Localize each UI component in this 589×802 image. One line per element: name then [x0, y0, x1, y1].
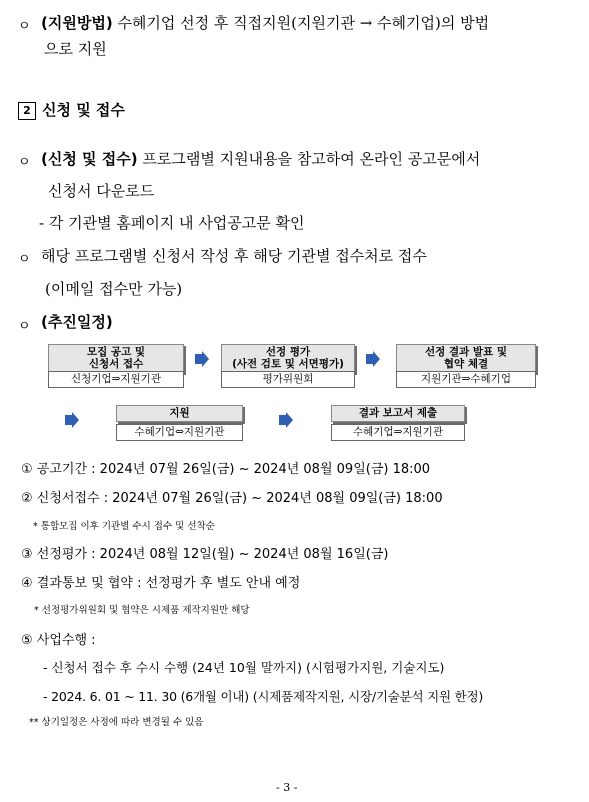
flow-step-4 — [116, 405, 243, 441]
item-number: ② — [21, 491, 33, 506]
arrow-right-icon — [366, 351, 380, 367]
schedule-item-3 — [21, 543, 388, 562]
item-text: 선정평가 : 2024년 08월 12일(월) ~ 2024년 08월 16일(금) — [36, 547, 389, 562]
page-number: - 3 - — [276, 781, 298, 794]
item-number: ① — [21, 462, 33, 477]
bullet-icon: ㅇ — [18, 155, 31, 170]
bullet-icon: ㅇ — [18, 19, 31, 34]
submit-text-2: (이메일 접수만 가능) — [45, 280, 183, 298]
item-text: 공고기간 : 2024년 07월 26일(금) ~ 2024년 08월 09일(금) 18:00 — [36, 462, 431, 477]
flow-step-2 — [221, 344, 355, 388]
section-number-box: 2 — [18, 102, 36, 120]
item-number: ④ — [21, 576, 33, 591]
bullet-icon: ㅇ — [18, 319, 31, 334]
flow-step-4-title: 지원 — [116, 405, 243, 422]
item-number: ⑤ — [21, 633, 33, 648]
apply-paragraph — [41, 148, 480, 169]
flow-step-1 — [48, 344, 184, 388]
flow-step-2-title-line1: 선정 평가 — [265, 346, 311, 358]
item-number: ③ — [21, 547, 33, 562]
flow-step-5-actor: 수혜기업⇒지원기관 — [331, 424, 465, 441]
schedule-item-4 — [21, 572, 300, 591]
item-text: 신청서접수 : 2024년 07월 26일(금) ~ 2024년 08월 09일(금) 18:00 — [36, 491, 443, 506]
schedule-sub-1: - 신청서 접수 후 수시 수행 (24년 10월 말까지) (시험평가지원, 기술지도) — [43, 660, 445, 675]
flow-step-3-title-line1: 선정 결과 발표 및 — [425, 346, 507, 358]
flow-step-2-title — [221, 344, 355, 373]
flow-step-3-actor: 지원기관⇒수혜기업 — [396, 371, 536, 388]
flow-step-1-title — [48, 344, 184, 373]
schedule-item-1 — [21, 458, 430, 477]
schedule-heading: (추진일정) — [41, 313, 113, 331]
apply-text-2: 신청서 다운로드 — [48, 182, 155, 200]
apply-sub: - 각 기관별 홈페이지 내 사업공고문 확인 — [39, 214, 305, 232]
flow-step-4-actor: 수혜기업⇔지원기관 — [116, 424, 243, 441]
schedule-note-1: * 통합모집 이후 기관별 수시 접수 및 선착순 — [33, 521, 215, 532]
item-text: 사업수행 : — [36, 633, 96, 648]
schedule-sub-2: - 2024. 6. 01 ~ 11. 30 (6개월 이내) (시제품제작지원, 시장/기술분석 지원 한정) — [43, 689, 484, 704]
flow-step-2-actor: 평가위원회 — [221, 371, 355, 388]
flow-step-3-title-line2: 협약 체결 — [443, 358, 489, 370]
flow-step-1-title-line2: 신청서 접수 — [88, 358, 144, 370]
section-2-title — [18, 99, 125, 120]
item-text: 결과통보 및 협약 : 선정평가 후 별도 안내 예정 — [36, 576, 301, 591]
arrow-right-icon — [195, 351, 209, 367]
method-text-1: 수혜기업 선정 후 직접지원(지원기관 → 수혜기업)의 방법 — [112, 14, 490, 32]
flow-step-3 — [396, 344, 536, 388]
bullet-icon: ㅇ — [18, 252, 31, 267]
apply-heading: (신청 및 접수) — [41, 150, 138, 168]
flow-step-2-title-line2: (사전 검토 및 서면평가) — [232, 358, 344, 370]
flow-step-1-actor: 신청기업⇒지원기관 — [48, 371, 184, 388]
schedule-item-5 — [21, 629, 96, 648]
flow-step-5-title: 결과 보고서 제출 — [331, 405, 465, 422]
submit-text-1: 해당 프로그램별 신청서 작성 후 해당 기관별 접수처로 접수 — [41, 247, 427, 265]
flow-step-1-title-line1: 모집 공고 및 — [86, 346, 146, 358]
method-paragraph — [41, 12, 489, 33]
arrow-right-icon — [65, 412, 79, 428]
arrow-right-icon — [279, 412, 293, 428]
flow-step-5 — [331, 405, 465, 441]
schedule-note-2: * 선정평가위원회 및 협약은 시제품 제작지원만 해당 — [34, 605, 250, 616]
method-heading: (지원방법) — [41, 14, 113, 32]
flow-step-3-title — [396, 344, 536, 373]
apply-text-1: 프로그램별 지원내용을 참고하여 온라인 공고문에서 — [137, 150, 481, 168]
section-2-title-text: 신청 및 접수 — [42, 101, 125, 119]
schedule-note-3: ** 상기일정은 사정에 따라 변경될 수 있음 — [29, 717, 204, 728]
method-text-2: 으로 지원 — [44, 40, 107, 58]
schedule-item-2 — [21, 487, 443, 506]
